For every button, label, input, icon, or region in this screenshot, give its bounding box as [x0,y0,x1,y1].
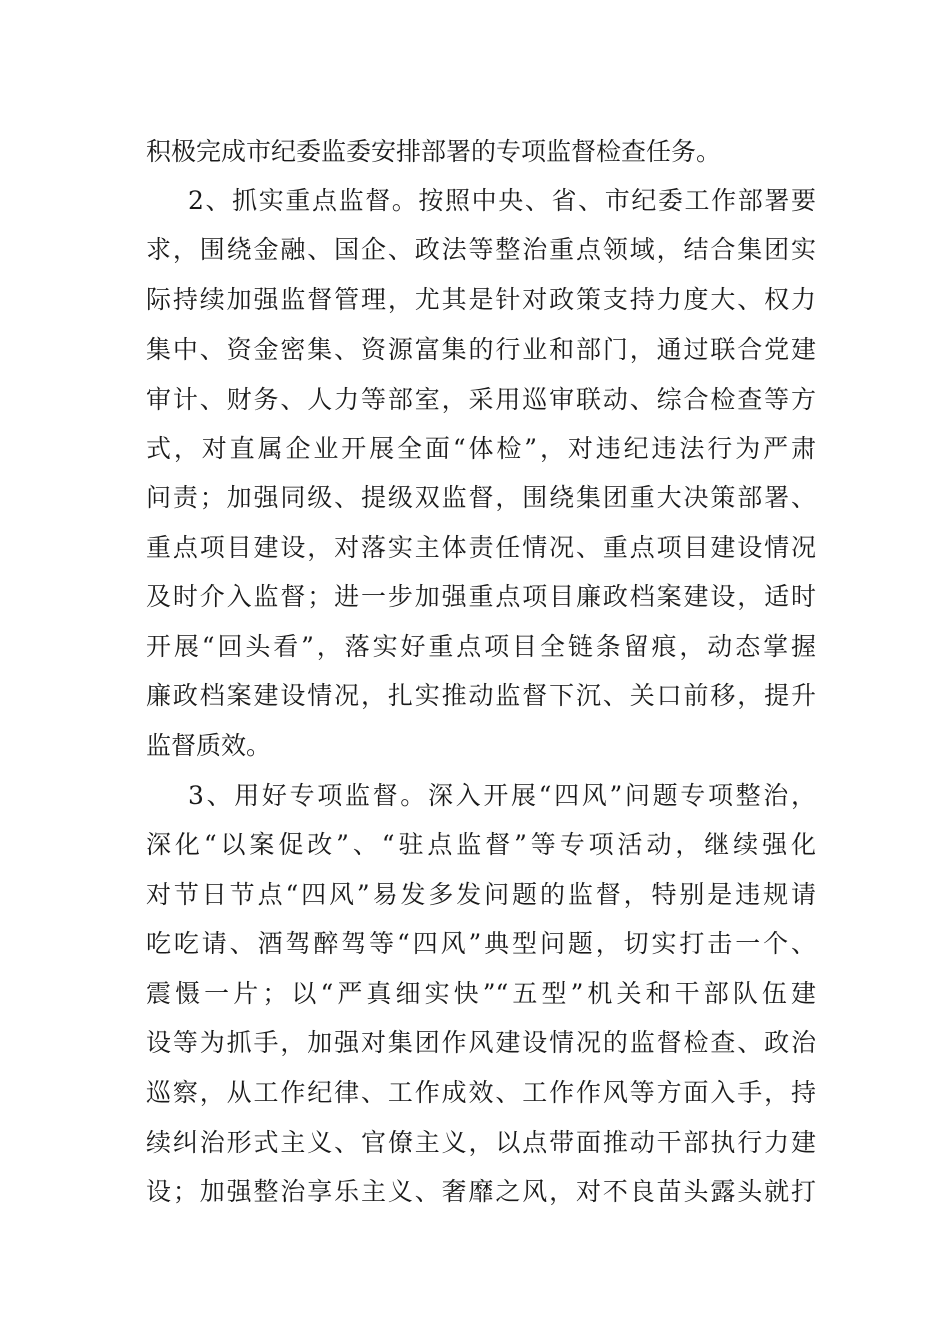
paragraph-3-line-3: 对节日节点“四风”易发多发问题的监督，特别是违规请 [146,880,816,909]
paragraph-3-line-1: 3、用好专项监督。深入开展“四风”问题专项整治， [188,781,816,810]
paragraph-2-line-9: 及时介入监督；进一步加强重点项目廉政档案建设，适时 [146,582,816,611]
paragraph-2-line-6: 式，对直属企业开展全面“体检”，对违纪违法行为严肃 [146,434,816,463]
paragraph-3-line-6: 设等为抓手，加强对集团作风建设情况的监督检查、政治 [146,1028,816,1057]
paragraph-2-line-4: 集中、资金密集、资源富集的行业和部门，通过联合党建 [146,335,816,364]
paragraph-2-line-10: 开展“回头看”，落实好重点项目全链条留痕，动态掌握 [146,632,816,661]
paragraph-2-line-3: 际持续加强监督管理，尤其是针对政策支持力度大、权力 [146,285,816,314]
paragraph-3-line-7: 巡察，从工作纪律、工作成效、工作作风等方面入手，持 [146,1078,816,1107]
paragraph-2-line-7: 问责；加强同级、提级双监督，围绕集团重大决策部署、 [146,483,816,512]
paragraph-2-line-1: 2、抓实重点监督。按照中央、省、市纪委工作部署要 [188,186,816,215]
paragraph-3-line-4: 吃吃请、酒驾醉驾等“四风”典型问题，切实打击一个、 [146,929,816,958]
paragraph-2-line-11: 廉政档案建设情况，扎实推动监督下沉、关口前移，提升 [146,681,816,710]
paragraph-3-line-8: 续纠治形式主义、官僚主义，以点带面推动干部执行力建 [146,1128,816,1157]
paragraph-2-line-8: 重点项目建设，对落实主体责任情况、重点项目建设情况 [146,533,816,562]
paragraph-3-line-5: 震慑一片；以“严真细实快”“五型”机关和干部队伍建 [146,979,816,1008]
paragraph-3-line-2: 深化“以案促改”、“驻点监督”等专项活动，继续强化 [146,830,816,859]
paragraph-2-line-12: 监督质效。 [146,731,272,760]
paragraph-3-line-9: 设；加强整治享乐主义、奢靡之风，对不良苗头露头就打 [146,1177,816,1206]
paragraph-2-line-2: 求，围绕金融、国企、政法等整治重点领域，结合集团实 [146,235,816,264]
paragraph-1-line-1: 积极完成市纪委监委安排部署的专项监督检查任务。 [146,137,722,166]
paragraph-2-line-5: 审计、财务、人力等部室，采用巡审联动、综合检查等方 [146,385,816,414]
